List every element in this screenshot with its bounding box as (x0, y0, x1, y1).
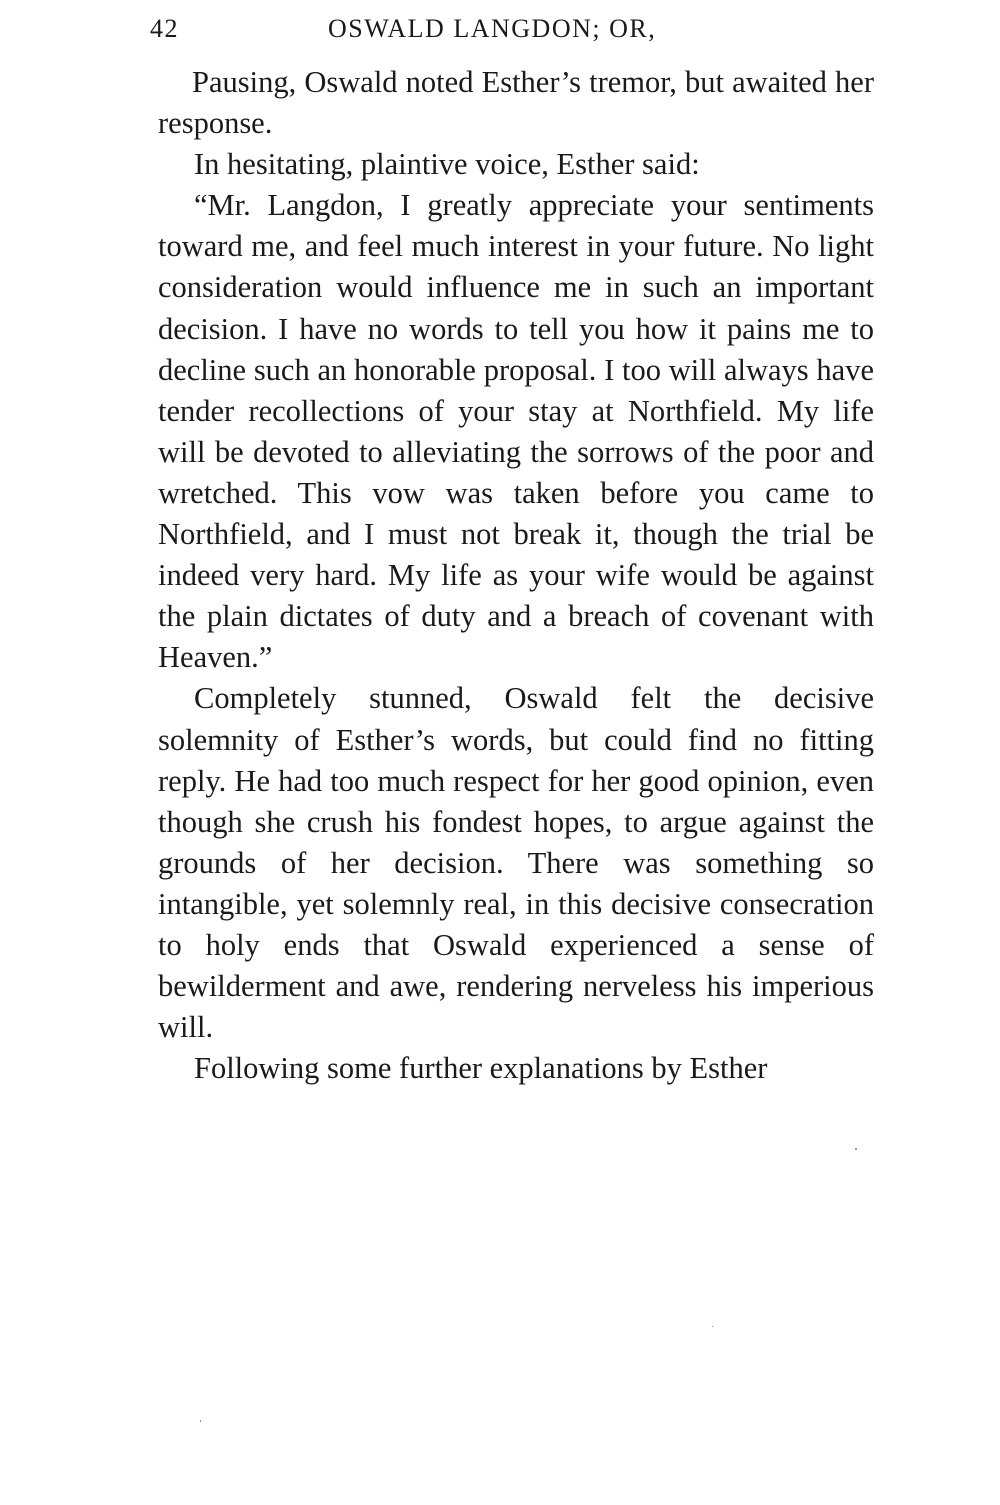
scan-speck (712, 1326, 713, 1327)
page-number: 42 (150, 14, 179, 43)
paragraph-pausing: Pausing, Oswald noted Esther’s tremor, but awaited her response. (158, 65, 874, 141)
paragraph-esther-speech: “Mr. Langdon, I greatly appreciate your sentiments toward me, and feel much interest in your future. No light consideration would influence me in such an important decision. I have no words to tell you how it pains me to decline such an honorable proposal. I too will always have tender recollections of your stay at Northfield. My life will be devoted to alleviating the sorrows of the poor and wretched. This vow was taken before you came to Northfield, and I must not break it, though the trial be indeed very hard. My life as your wife would be against the plain dictates of duty and a breach of covenant with Heaven.” (158, 188, 874, 675)
paragraph-following: Following some further explanations by Esther (194, 1051, 768, 1086)
page-header (150, 14, 880, 48)
body-text (158, 62, 874, 1089)
running-head: OSWALD LANGDON; OR, (328, 14, 657, 43)
scan-speck (200, 1420, 201, 1422)
paragraph-oswald-reaction: Completely stunned, Oswald felt the decisive solemnity of Esther’s words, but could find no fitting reply. He had too much respect for her good opinion, even though she crush his fondest hopes, to argue against the grounds of her decision. There was something so intangible, yet solemnly real, in this decisive consecration to holy ends that Oswald experienced a sense of bewilderment and awe, rendering nerveless his imperious will. (158, 681, 874, 1045)
paragraph-esther-intro: In hesitating, plaintive voice, Esther said: (194, 147, 700, 182)
scan-speck (855, 1148, 857, 1150)
